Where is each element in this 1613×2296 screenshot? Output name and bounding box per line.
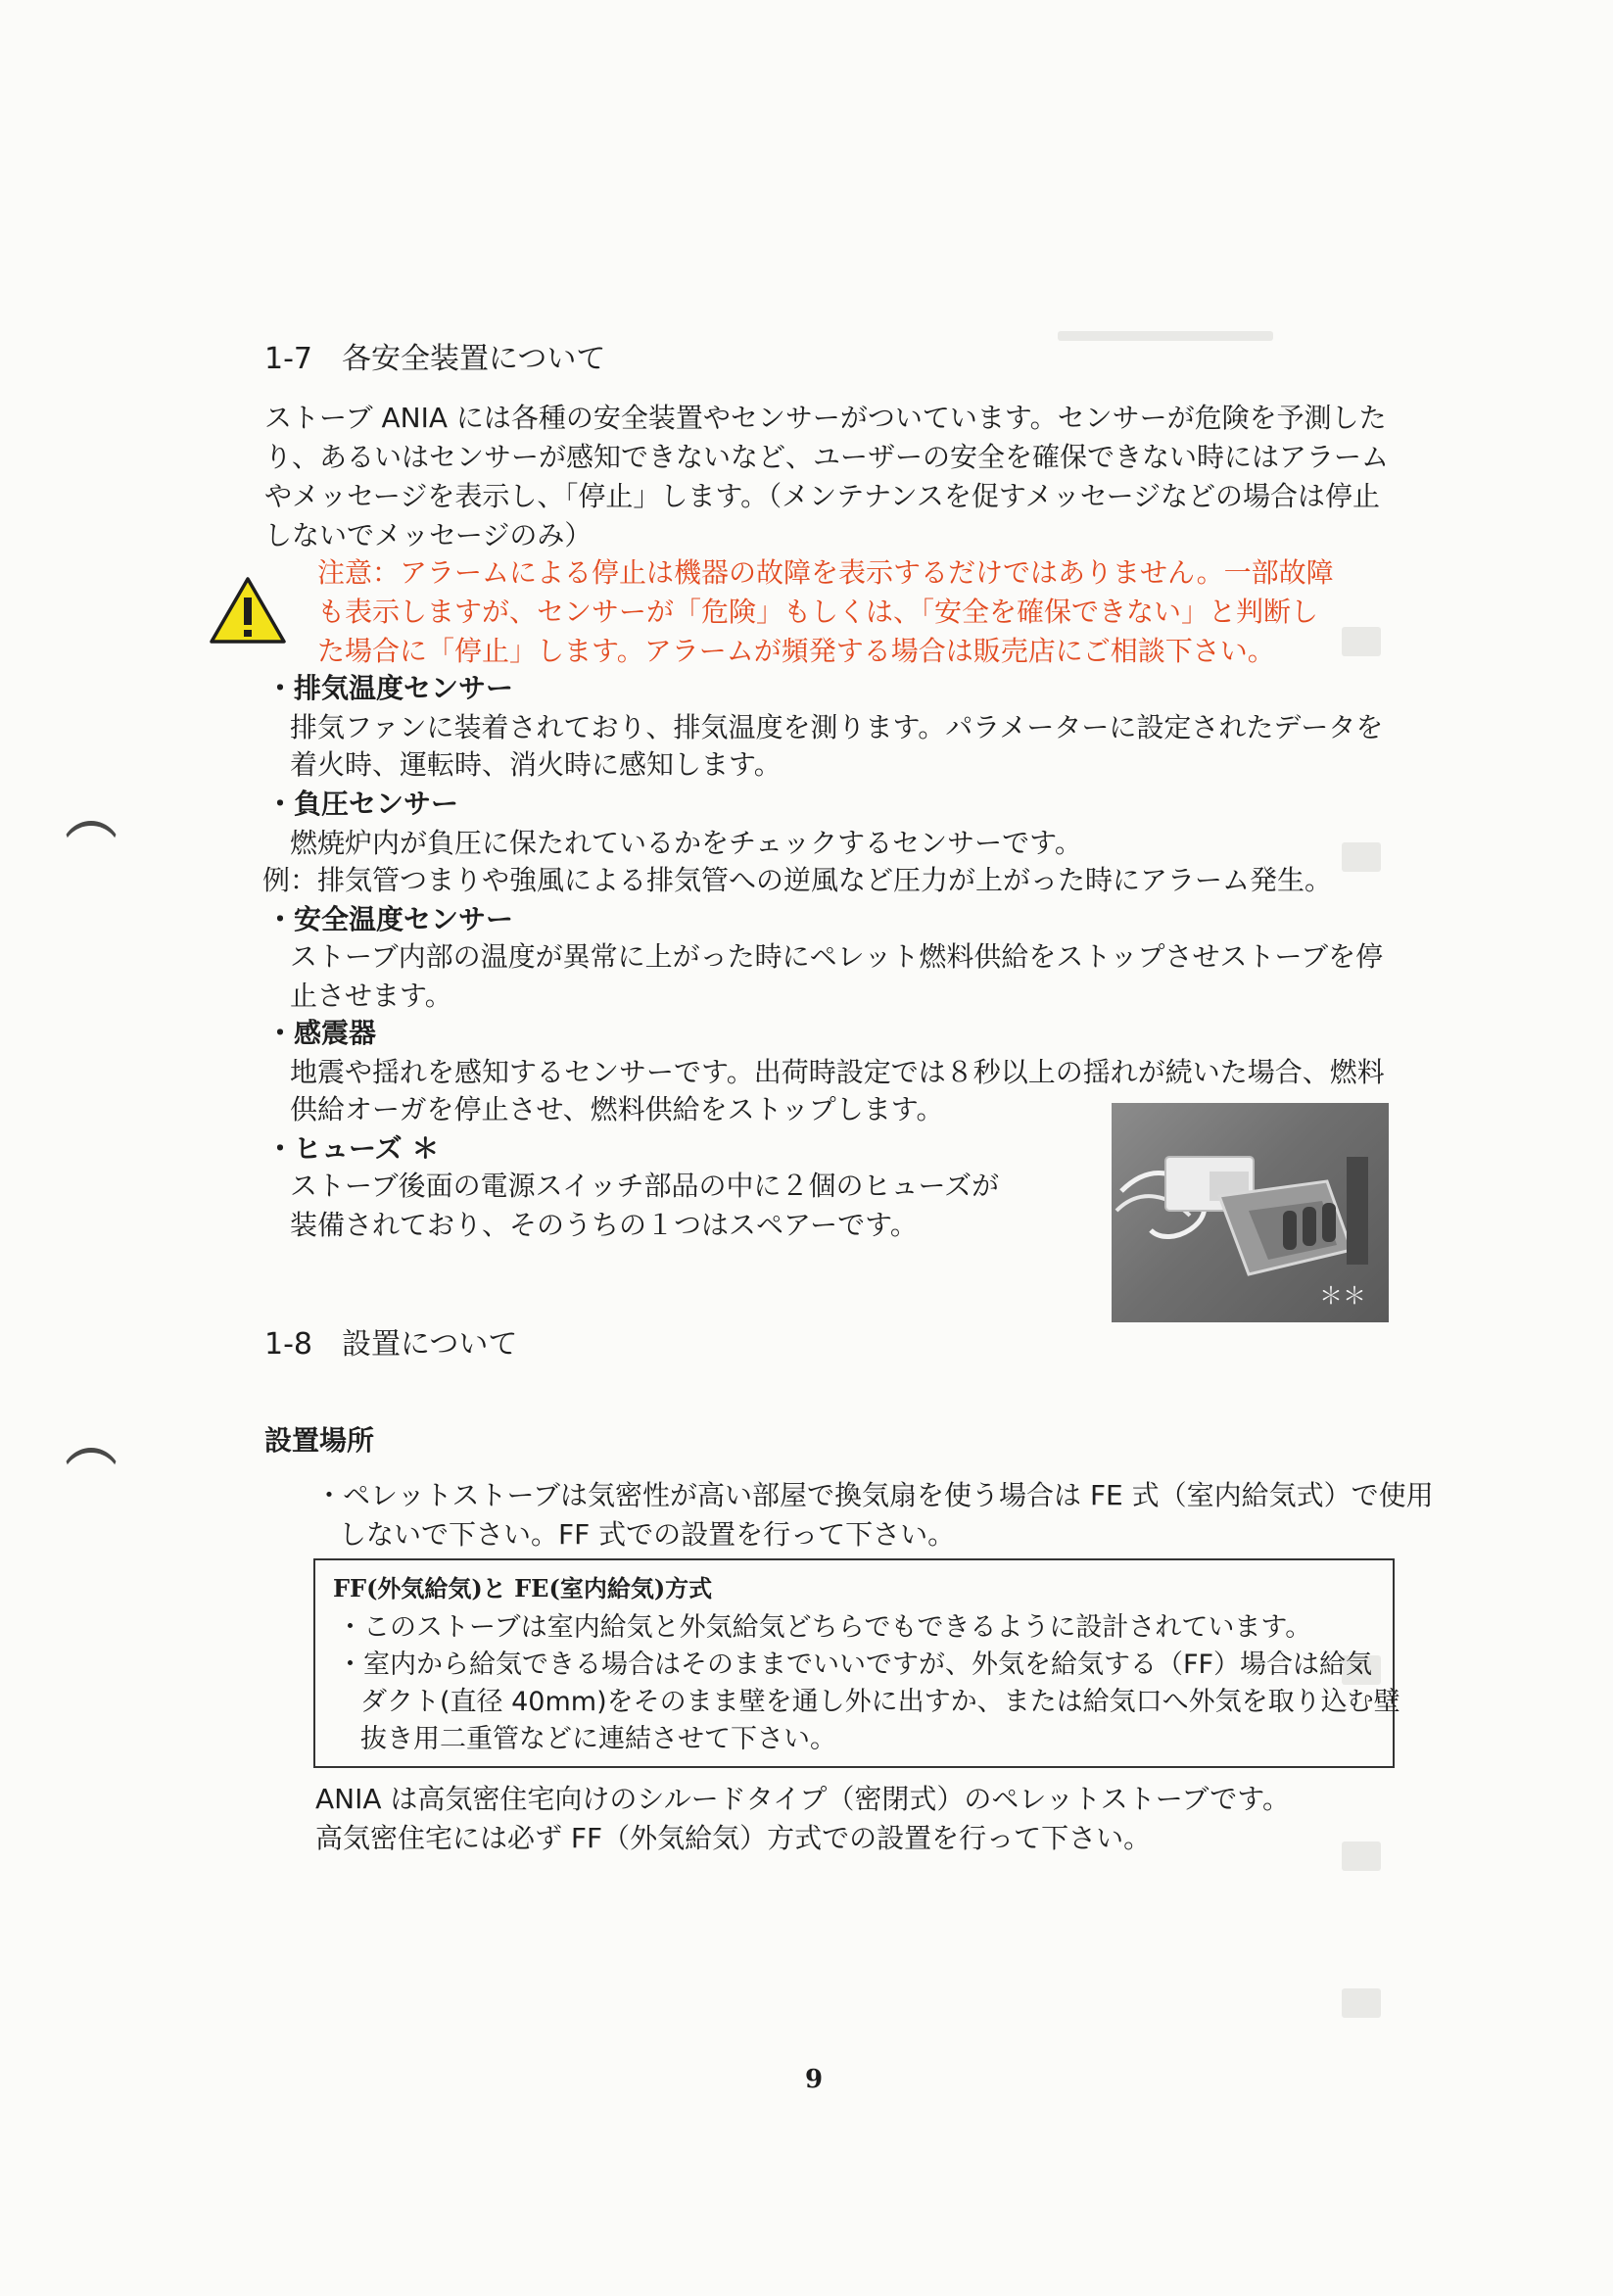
page-number: 9 (805, 2065, 824, 2094)
bleed-through (1342, 1842, 1381, 1871)
caution-line: も表示しますが、センサーが「危険」もしくは、「安全を確保できない」と判断し (317, 596, 1319, 628)
installation-location-heading: 設置場所 (264, 1424, 375, 1457)
bleed-through (1342, 842, 1381, 872)
box-line: ダクト(直径 40mm)をそのまま壁を通し外に出すか、または給気口へ外気を取り込む壁 (360, 1687, 1400, 1717)
intro-line: やメッセージを表示し、「停止」します。（メンテナンスを促すメッセージなどの場合は停止 (264, 480, 1381, 512)
bleed-through (1058, 331, 1273, 341)
intro-line: しないでメッセージのみ） (264, 519, 593, 551)
closing-line: ANIA は高気密住宅向けのシルードタイプ（密閉式）のペレットストーブです。 (315, 1783, 1290, 1815)
closing-line: 高気密住宅には必ず FF（外気給気）方式での設置を行って下さい。 (315, 1822, 1152, 1854)
installation-bullet-line: ・ペレットストーブは気密性が高い部屋で換気扇を使う場合は FE 式（室内給気式）で使用 (315, 1479, 1434, 1511)
bleed-through (1342, 627, 1381, 656)
item-heading-exhaust-temp: ・排気温度センサー (266, 672, 514, 704)
section-1-7-title: 1-7 各安全装置について (264, 342, 606, 376)
item-heading-negative-pressure: ・負圧センサー (266, 788, 459, 820)
item-heading-fuse: ・ヒューズ ＊ (266, 1132, 440, 1165)
item-body-line: 排気ファンに装着されており、排気温度を測ります。パラメーターに設定されたデータを (290, 711, 1384, 743)
box-line: ・このストーブは室内給気と外気給気どちらでもできるように設計されています。 (337, 1612, 1312, 1643)
item-heading-seismic: ・感震器 (266, 1017, 377, 1049)
installation-bullet-line: しないで下さい。FF 式での設置を行って下さい。 (339, 1518, 956, 1551)
box-line: ・室内から給気できる場合はそのままでいいですが、外気を給気する（FF）場合は給気 (337, 1650, 1373, 1680)
intro-line: ストーブ ANIA には各種の安全装置やセンサーがついています。センサーが危険を予測した (264, 402, 1387, 434)
item-body-line: 止させます。 (290, 980, 452, 1012)
item-body-line: 燃焼炉内が負圧に保たれているかをチェックするセンサーです。 (290, 827, 1082, 859)
intro-line: り、あるいはセンサーが感知できないなど、ユーザーの安全を確保できない時にはアラーム (264, 441, 1390, 473)
item-body-line: 装備されており、そのうちの１つはスペアーです。 (290, 1209, 918, 1241)
item-body-line: ストーブ後面の電源スイッチ部品の中に２個のヒューズが (290, 1170, 1000, 1202)
fuse-switch-photo (1112, 1103, 1389, 1322)
caution-line: た場合に「停止」します。アラームが頻発する場合は販売店にご相談下さい。 (317, 635, 1275, 667)
photo-mark: ＊＊ (1319, 1282, 1366, 1310)
ff-fe-info-box (313, 1558, 1400, 1768)
box-line: 抜き用二重管などに連結させて下さい。 (360, 1724, 836, 1754)
section-1-8-title: 1-8 設置について (264, 1327, 518, 1362)
item-body-line: 地震や揺れを感知するセンサーです。出荷時設定では８秒以上の揺れが続いた場合、燃料 (290, 1056, 1385, 1088)
item-body-line: 着火時、運転時、消火時に感知します。 (290, 748, 782, 781)
item-body-line: 供給オーガを停止させ、燃料供給をストップします。 (290, 1093, 944, 1125)
caution-line: 注意：アラームによる停止は機器の故障を表示するだけではありません。一部故障 (317, 556, 1334, 589)
box-title: FF(外気給気)と FE(室内給気)方式 (333, 1574, 713, 1602)
item-body-line: ストーブ内部の温度が異常に上がった時にペレット燃料供給をストップさせストーブを停 (290, 940, 1384, 973)
item-example: 例：排気管つまりや強風による排気管への逆風など圧力が上がった時にアラーム発生。 (262, 864, 1333, 896)
binder-hole-top (61, 821, 121, 885)
warning-triangle-icon (209, 576, 287, 645)
binder-hole-bottom (61, 1448, 121, 1511)
bleed-through (1342, 1988, 1381, 2018)
item-heading-safety-temp: ・安全温度センサー (266, 903, 514, 935)
